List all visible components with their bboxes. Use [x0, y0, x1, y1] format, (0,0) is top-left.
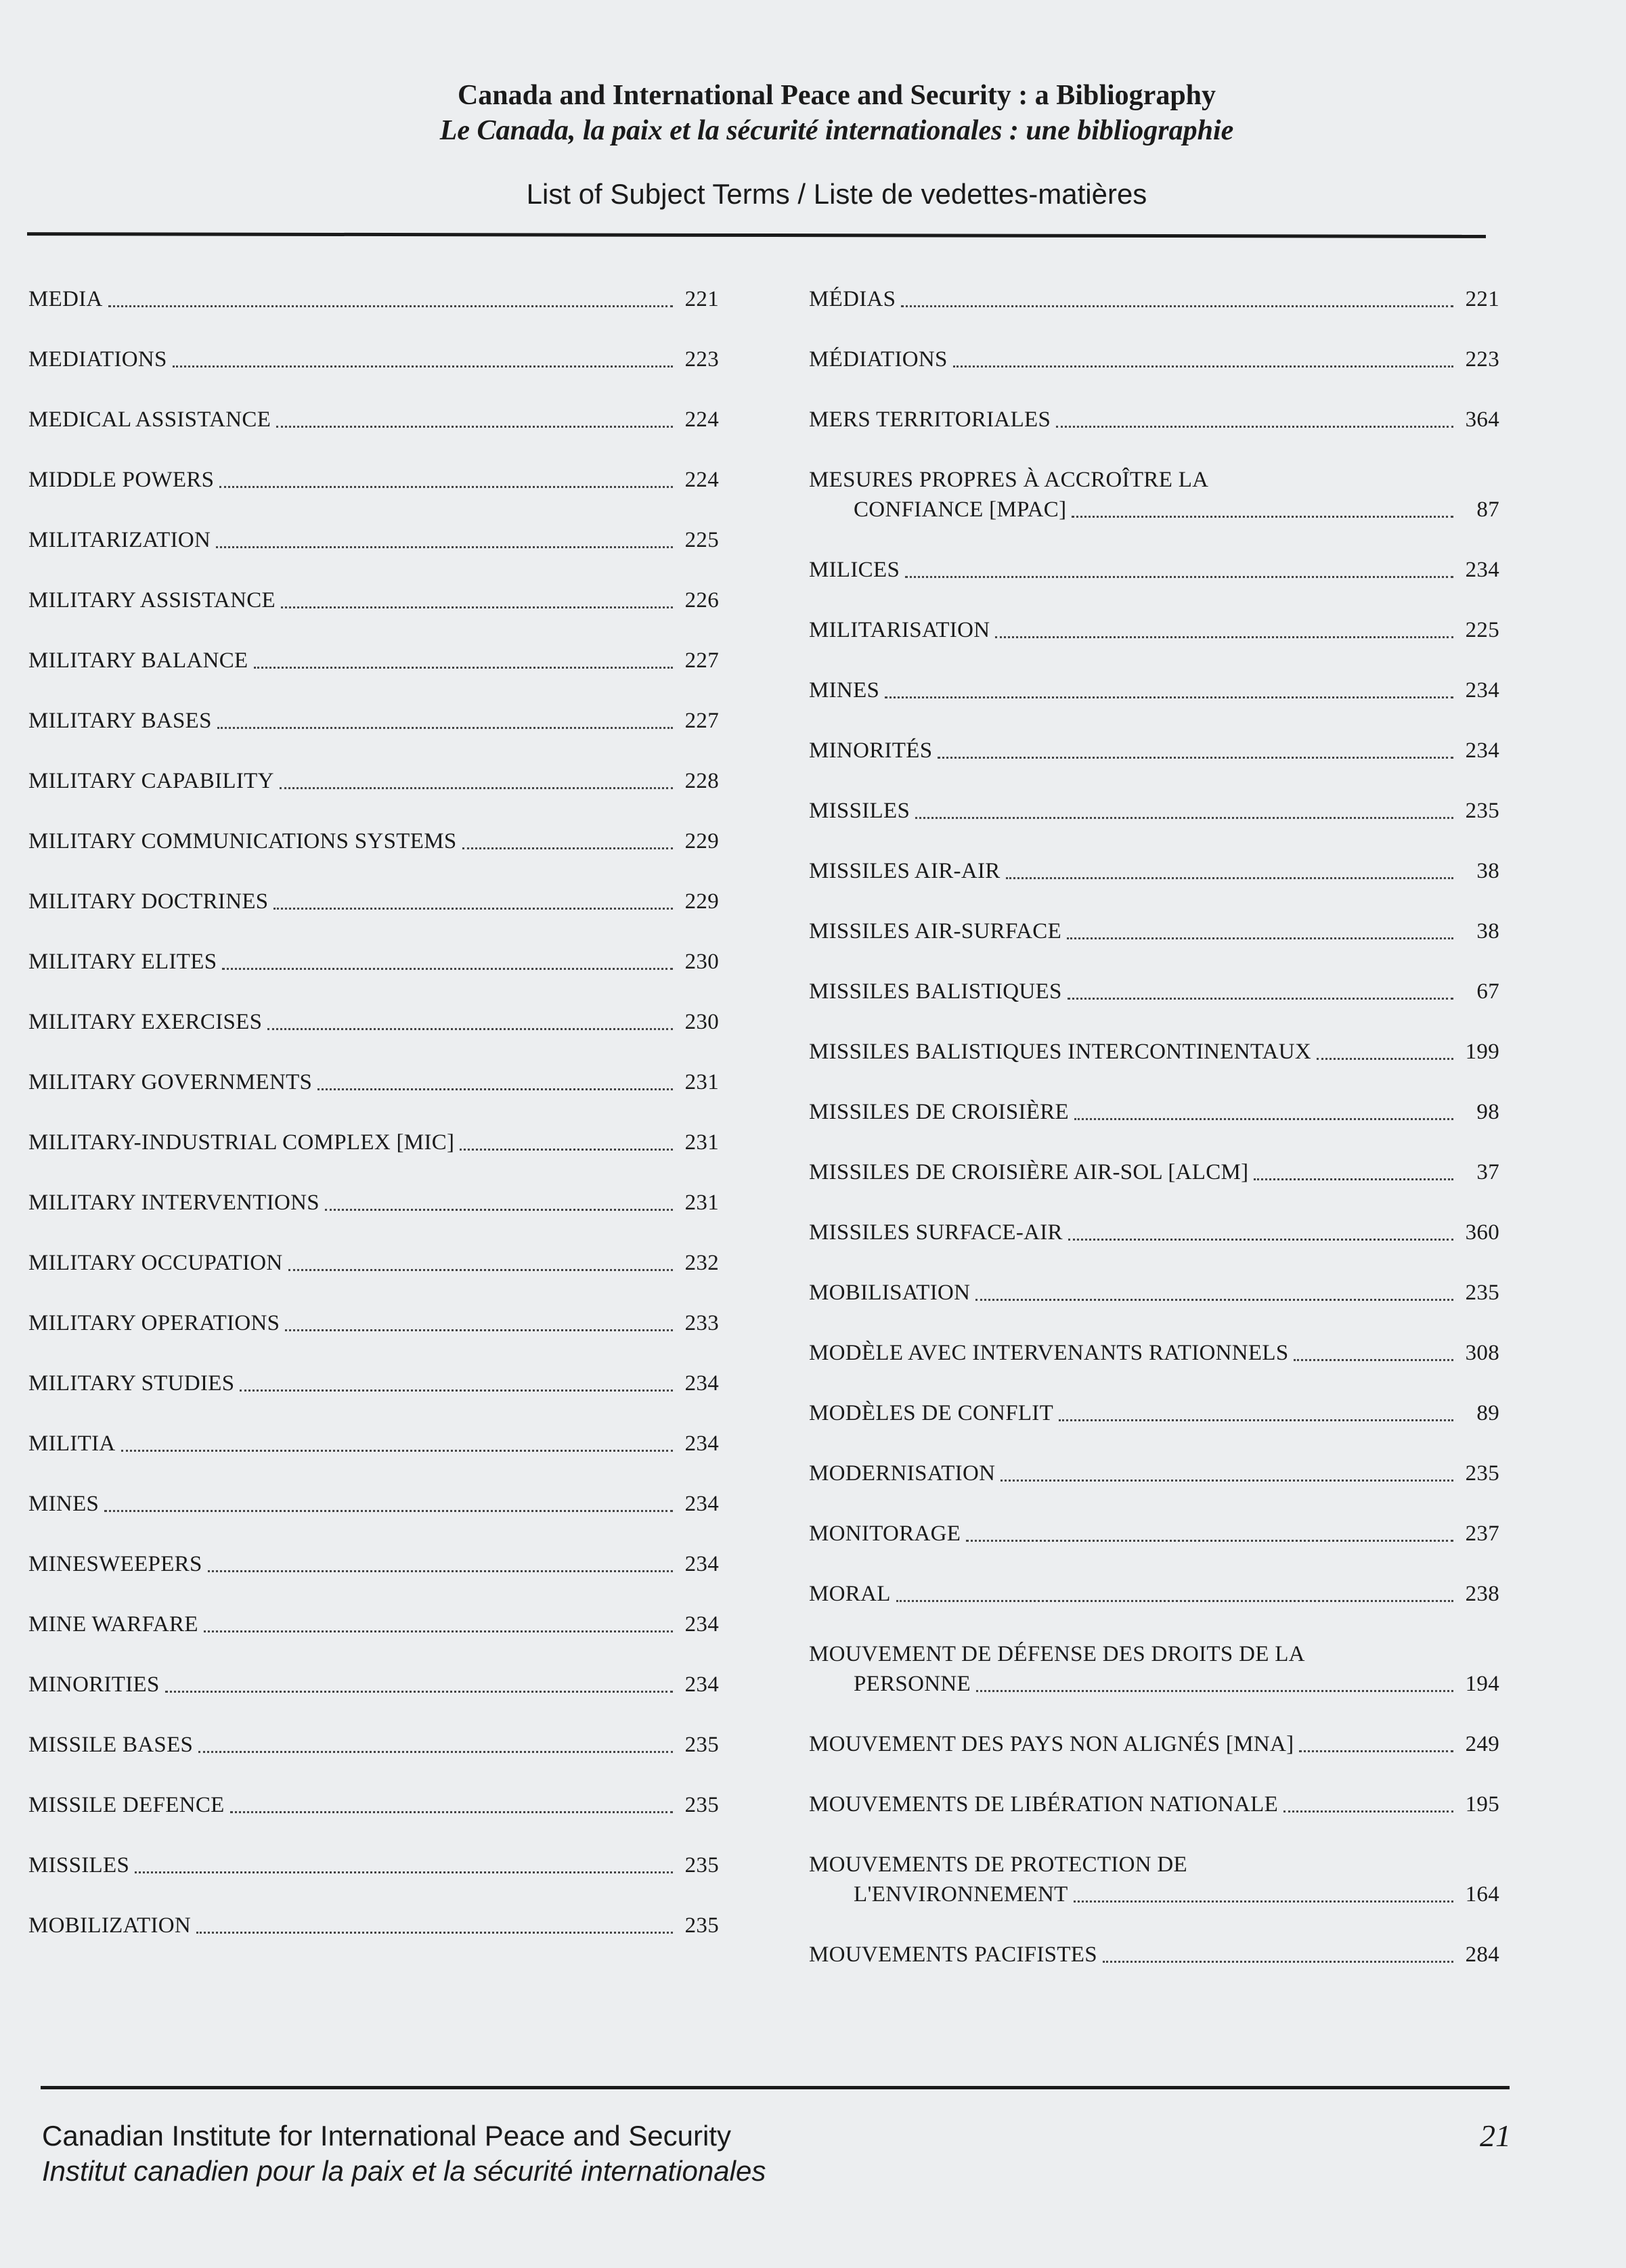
index-page: 199 [1465, 1040, 1499, 1064]
index-page: 98 [1476, 1100, 1499, 1124]
index-term: MISSILES [809, 799, 910, 823]
index-term: MISSILES SURFACE-AIR [809, 1220, 1063, 1245]
index-page: 228 [684, 769, 719, 793]
dot-leader [240, 1389, 673, 1392]
index-entry [28, 1850, 719, 1880]
index-entry [809, 916, 1499, 946]
index-entry [28, 284, 719, 314]
index-term: MINORITÉS [809, 738, 933, 763]
index-term: MILITARIZATION [28, 528, 211, 552]
page-footer [42, 2118, 1511, 2189]
index-entry [28, 405, 719, 435]
index-page: 364 [1465, 407, 1499, 432]
index-term: MONITORAGE [809, 1521, 961, 1546]
index-term: MISSILE DEFENCE [28, 1793, 225, 1817]
index-entry [809, 465, 1499, 525]
index-term: MINES [28, 1492, 100, 1516]
dot-leader [1068, 1239, 1453, 1241]
index-page: 232 [684, 1251, 719, 1275]
index-term: MINE WARFARE [28, 1612, 198, 1637]
index-entry [809, 615, 1499, 645]
index-page: 226 [684, 588, 719, 613]
index-page: 235 [684, 1853, 719, 1877]
dot-leader [1001, 1480, 1453, 1482]
dot-leader [1006, 877, 1453, 879]
dot-leader [1074, 1118, 1453, 1120]
index-term: MODERNISATION [809, 1461, 996, 1486]
index-term: MOUVEMENTS DE LIBÉRATION NATIONALE [809, 1792, 1279, 1817]
dot-leader [975, 1299, 1453, 1301]
index-entry [28, 1128, 719, 1157]
index-entry [28, 1067, 719, 1097]
dot-leader [1059, 1419, 1453, 1421]
dot-leader [995, 636, 1453, 638]
dot-leader [1254, 1178, 1453, 1180]
index-entry [809, 1037, 1499, 1067]
index-term: MISSILES BALISTIQUES [809, 979, 1062, 1004]
index-term: MEDIATIONS [28, 347, 167, 372]
index-entry [28, 766, 719, 796]
index-page: 225 [1465, 618, 1499, 642]
dot-leader [460, 1149, 673, 1151]
index-page: 224 [684, 407, 719, 432]
index-entry [809, 1278, 1499, 1308]
index-term: MILITARISATION [809, 618, 990, 642]
index-page: 308 [1465, 1341, 1499, 1365]
index-entry [28, 1670, 719, 1699]
index-entry [28, 947, 719, 977]
index-entry [28, 1429, 719, 1459]
index-term: MISSILES DE CROISIÈRE [809, 1100, 1069, 1124]
index-entry [809, 1789, 1499, 1819]
index-term: MISSILES [28, 1853, 130, 1877]
index-entry [809, 796, 1499, 826]
index-term: MODÈLE AVEC INTERVENANTS RATIONNELS [809, 1341, 1289, 1365]
index-term: MESURES PROPRES À ACCROÎTRE LA [809, 468, 1209, 492]
dot-leader [915, 817, 1453, 819]
index-page: 249 [1465, 1732, 1499, 1756]
dot-leader [905, 576, 1453, 578]
index-term-continued [809, 1669, 1499, 1699]
dot-leader [288, 1269, 673, 1271]
index-entry [809, 1639, 1499, 1699]
dot-leader [938, 757, 1453, 759]
dot-leader [217, 727, 673, 729]
index-entry [28, 646, 719, 675]
index-term: MISSILE BASES [28, 1733, 194, 1757]
index-entry [28, 887, 719, 916]
title-english: Canada and International Peace and Security : a Bibliography [457, 80, 1216, 111]
dot-leader [216, 546, 673, 548]
index-page: 37 [1476, 1160, 1499, 1184]
dot-leader [1299, 1750, 1453, 1752]
index-entry [28, 1489, 719, 1519]
index-page: 238 [1465, 1582, 1499, 1606]
index-term: MODÈLES DE CONFLIT [809, 1401, 1054, 1425]
dot-leader [1074, 1900, 1453, 1903]
index-term: MILITARY INTERVENTIONS [28, 1191, 320, 1215]
index-entry [28, 525, 719, 555]
index-page: 231 [684, 1191, 719, 1215]
dot-leader [280, 787, 673, 789]
index-page: 235 [1465, 799, 1499, 823]
index-term: MILITARY EXERCISES [28, 1010, 263, 1034]
index-page: 234 [684, 1672, 719, 1697]
index-entry [809, 555, 1499, 585]
dot-leader [108, 305, 673, 307]
dot-leader [135, 1871, 673, 1873]
index-term: MISSILES AIR-SURFACE [809, 919, 1062, 943]
index-page: 234 [684, 1612, 719, 1637]
index-term: MERS TERRITORIALES [809, 407, 1051, 432]
index-entry [809, 1338, 1499, 1368]
dot-leader [267, 1028, 673, 1030]
dot-leader [204, 1630, 673, 1632]
dot-leader [276, 426, 673, 428]
index-page: 235 [684, 1793, 719, 1817]
right-column-index [809, 284, 1499, 2000]
dot-leader [1068, 998, 1453, 1000]
index-term: MINESWEEPERS [28, 1552, 202, 1576]
dot-leader [222, 968, 673, 970]
index-entry [28, 1248, 719, 1278]
dot-leader [1067, 937, 1453, 939]
index-term: MILITARY ELITES [28, 950, 217, 974]
dot-leader [196, 1932, 673, 1934]
index-entry [809, 856, 1499, 886]
dot-leader [285, 1329, 673, 1331]
top-divider [27, 232, 1486, 238]
index-page: 230 [684, 950, 719, 974]
dot-leader [1294, 1359, 1453, 1361]
index-page: 38 [1476, 859, 1499, 883]
index-entry [28, 1609, 719, 1639]
dot-leader [1072, 516, 1453, 518]
index-page: 67 [1476, 979, 1499, 1004]
index-term-continued [809, 1880, 1499, 1909]
index-page: 230 [684, 1010, 719, 1034]
dot-leader [208, 1570, 673, 1572]
index-page: 223 [684, 347, 719, 372]
index-entry [809, 1218, 1499, 1247]
index-page: 234 [684, 1371, 719, 1396]
index-term: MILITARY GOVERNMENTS [28, 1070, 313, 1094]
index-page: 223 [1465, 347, 1499, 372]
index-entry [809, 1729, 1499, 1759]
index-term: MILICES [809, 558, 900, 582]
index-term: MISSILES AIR-AIR [809, 859, 1001, 883]
index-entry [28, 706, 719, 736]
dot-leader [1103, 1961, 1453, 1963]
index-page: 360 [1465, 1220, 1499, 1245]
page-number: 21 [1480, 2118, 1511, 2153]
index-page: 87 [1476, 497, 1499, 522]
dot-leader [121, 1450, 673, 1452]
dot-leader [896, 1600, 1453, 1602]
index-term: MILITARY OPERATIONS [28, 1311, 280, 1335]
index-entry [809, 1398, 1499, 1428]
index-term: MILITARY BASES [28, 709, 212, 733]
index-page: 235 [1465, 1461, 1499, 1486]
subtitle: List of Subject Terms / Liste de vedettes-matières [526, 178, 1147, 210]
index-entry [28, 1790, 719, 1820]
index-term: MILITARY COMMUNICATIONS SYSTEMS [28, 829, 457, 853]
bottom-divider [41, 2086, 1510, 2089]
index-entry [809, 1459, 1499, 1488]
index-term: MISSILES BALISTIQUES INTERCONTINENTAUX [809, 1040, 1312, 1064]
index-entry [28, 826, 719, 856]
dot-leader [230, 1811, 673, 1813]
index-page: 234 [684, 1552, 719, 1576]
index-term: MOUVEMENT DE DÉFENSE DES DROITS DE LA [809, 1642, 1305, 1666]
index-page: 234 [684, 1431, 719, 1456]
index-entry [809, 344, 1499, 374]
index-term: MÉDIATIONS [809, 347, 948, 372]
index-page: 38 [1476, 919, 1499, 943]
index-term-continued [809, 495, 1499, 525]
index-term: MIDDLE POWERS [28, 468, 215, 492]
index-term: MILITIA [28, 1431, 116, 1456]
index-page: 235 [684, 1913, 719, 1938]
dot-leader [198, 1751, 673, 1753]
index-page: 227 [684, 709, 719, 733]
index-term: MEDIA [28, 287, 103, 311]
footer-institute-french: Institut canadien pour la paix et la sécurité internationales [42, 2155, 766, 2187]
index-page: 195 [1465, 1792, 1499, 1817]
dot-leader [273, 908, 673, 910]
index-entry [28, 1730, 719, 1760]
index-page: 237 [1465, 1521, 1499, 1546]
dot-leader [219, 486, 673, 488]
index-page: 227 [684, 648, 719, 673]
index-term: MILITARY-INDUSTRIAL COMPLEX [MIC] [28, 1130, 455, 1155]
dot-leader [1317, 1058, 1453, 1060]
index-entry [28, 344, 719, 374]
index-entry [809, 1519, 1499, 1549]
index-page: 235 [1465, 1281, 1499, 1305]
index-entry [809, 1850, 1499, 1909]
index-term: MILITARY STUDIES [28, 1371, 235, 1396]
index-term: MOUVEMENTS PACIFISTES [809, 1942, 1097, 1967]
index-page: 234 [1465, 738, 1499, 763]
index-term: MOBILIZATION [28, 1913, 192, 1938]
index-entry [809, 675, 1499, 705]
index-entry [809, 1097, 1499, 1127]
index-page: 229 [684, 829, 719, 853]
footer-institute-english: Canadian Institute for International Peace and Security [42, 2120, 731, 2152]
index-term: MOBILISATION [809, 1281, 971, 1305]
index-entry [809, 1579, 1499, 1609]
index-page: 284 [1465, 1942, 1499, 1967]
index-term: MILITARY DOCTRINES [28, 889, 269, 914]
index-entry [28, 1308, 719, 1338]
index-entry [809, 405, 1499, 435]
dot-leader [165, 1691, 673, 1693]
dot-leader [254, 667, 673, 669]
index-term-cont: PERSONNE [854, 1672, 971, 1696]
index-term: MILITARY OCCUPATION [28, 1251, 283, 1275]
index-entry [28, 1369, 719, 1398]
dot-leader [1056, 426, 1453, 428]
index-page: 221 [684, 287, 719, 311]
index-term: MILITARY ASSISTANCE [28, 588, 276, 613]
dot-leader [885, 696, 1453, 698]
index-term: MOUVEMENTS DE PROTECTION DE [809, 1852, 1187, 1877]
index-term: MILITARY BALANCE [28, 648, 248, 673]
index-page: 89 [1476, 1401, 1499, 1425]
index-term: MORAL [809, 1582, 891, 1606]
index-page: 225 [684, 528, 719, 552]
title-french: Le Canada, la paix et la sécurité internationales : une bibliographie [439, 115, 1234, 146]
index-term: MINORITIES [28, 1672, 160, 1697]
index-page: 235 [684, 1733, 719, 1757]
dot-leader [462, 847, 674, 849]
index-page: 229 [684, 889, 719, 914]
index-page: 231 [684, 1130, 719, 1155]
index-term: MÉDIAS [809, 287, 896, 311]
index-page: 194 [1465, 1672, 1499, 1696]
dot-leader [104, 1510, 673, 1512]
index-term: MEDICAL ASSISTANCE [28, 407, 271, 432]
dot-leader [976, 1690, 1453, 1692]
index-page: 231 [684, 1070, 719, 1094]
dot-leader [1283, 1810, 1453, 1813]
index-entry [28, 1188, 719, 1218]
index-entry [28, 585, 719, 615]
left-column-index [28, 284, 719, 1971]
index-page: 164 [1465, 1882, 1499, 1907]
index-term-cont: L'ENVIRONNEMENT [854, 1882, 1068, 1907]
dot-leader [317, 1088, 673, 1090]
index-term: MINES [809, 678, 880, 703]
dot-leader [173, 365, 673, 368]
index-entry [809, 977, 1499, 1006]
page-header [0, 78, 1626, 212]
index-entry [809, 1940, 1499, 1970]
index-page: 234 [1465, 558, 1499, 582]
dot-leader [901, 305, 1453, 307]
index-entry [809, 284, 1499, 314]
index-term: MISSILES DE CROISIÈRE AIR-SOL [ALCM] [809, 1160, 1249, 1184]
index-page: 234 [1465, 678, 1499, 703]
index-entry [28, 1007, 719, 1037]
index-term: MILITARY CAPABILITY [28, 769, 274, 793]
dot-leader [966, 1540, 1453, 1542]
index-entry [28, 1911, 719, 1940]
index-entry [28, 465, 719, 495]
dot-leader [281, 606, 673, 608]
index-entry [809, 736, 1499, 765]
index-page: 224 [684, 468, 719, 492]
index-term: MOUVEMENT DES PAYS NON ALIGNÉS [MNA] [809, 1732, 1294, 1756]
index-entry [28, 1549, 719, 1579]
index-entry [809, 1157, 1499, 1187]
dot-leader [325, 1209, 673, 1211]
index-page: 234 [684, 1492, 719, 1516]
index-page: 233 [684, 1311, 719, 1335]
index-term-cont: CONFIANCE [MPAC] [854, 497, 1067, 522]
index-page: 221 [1465, 287, 1499, 311]
dot-leader [953, 365, 1453, 368]
